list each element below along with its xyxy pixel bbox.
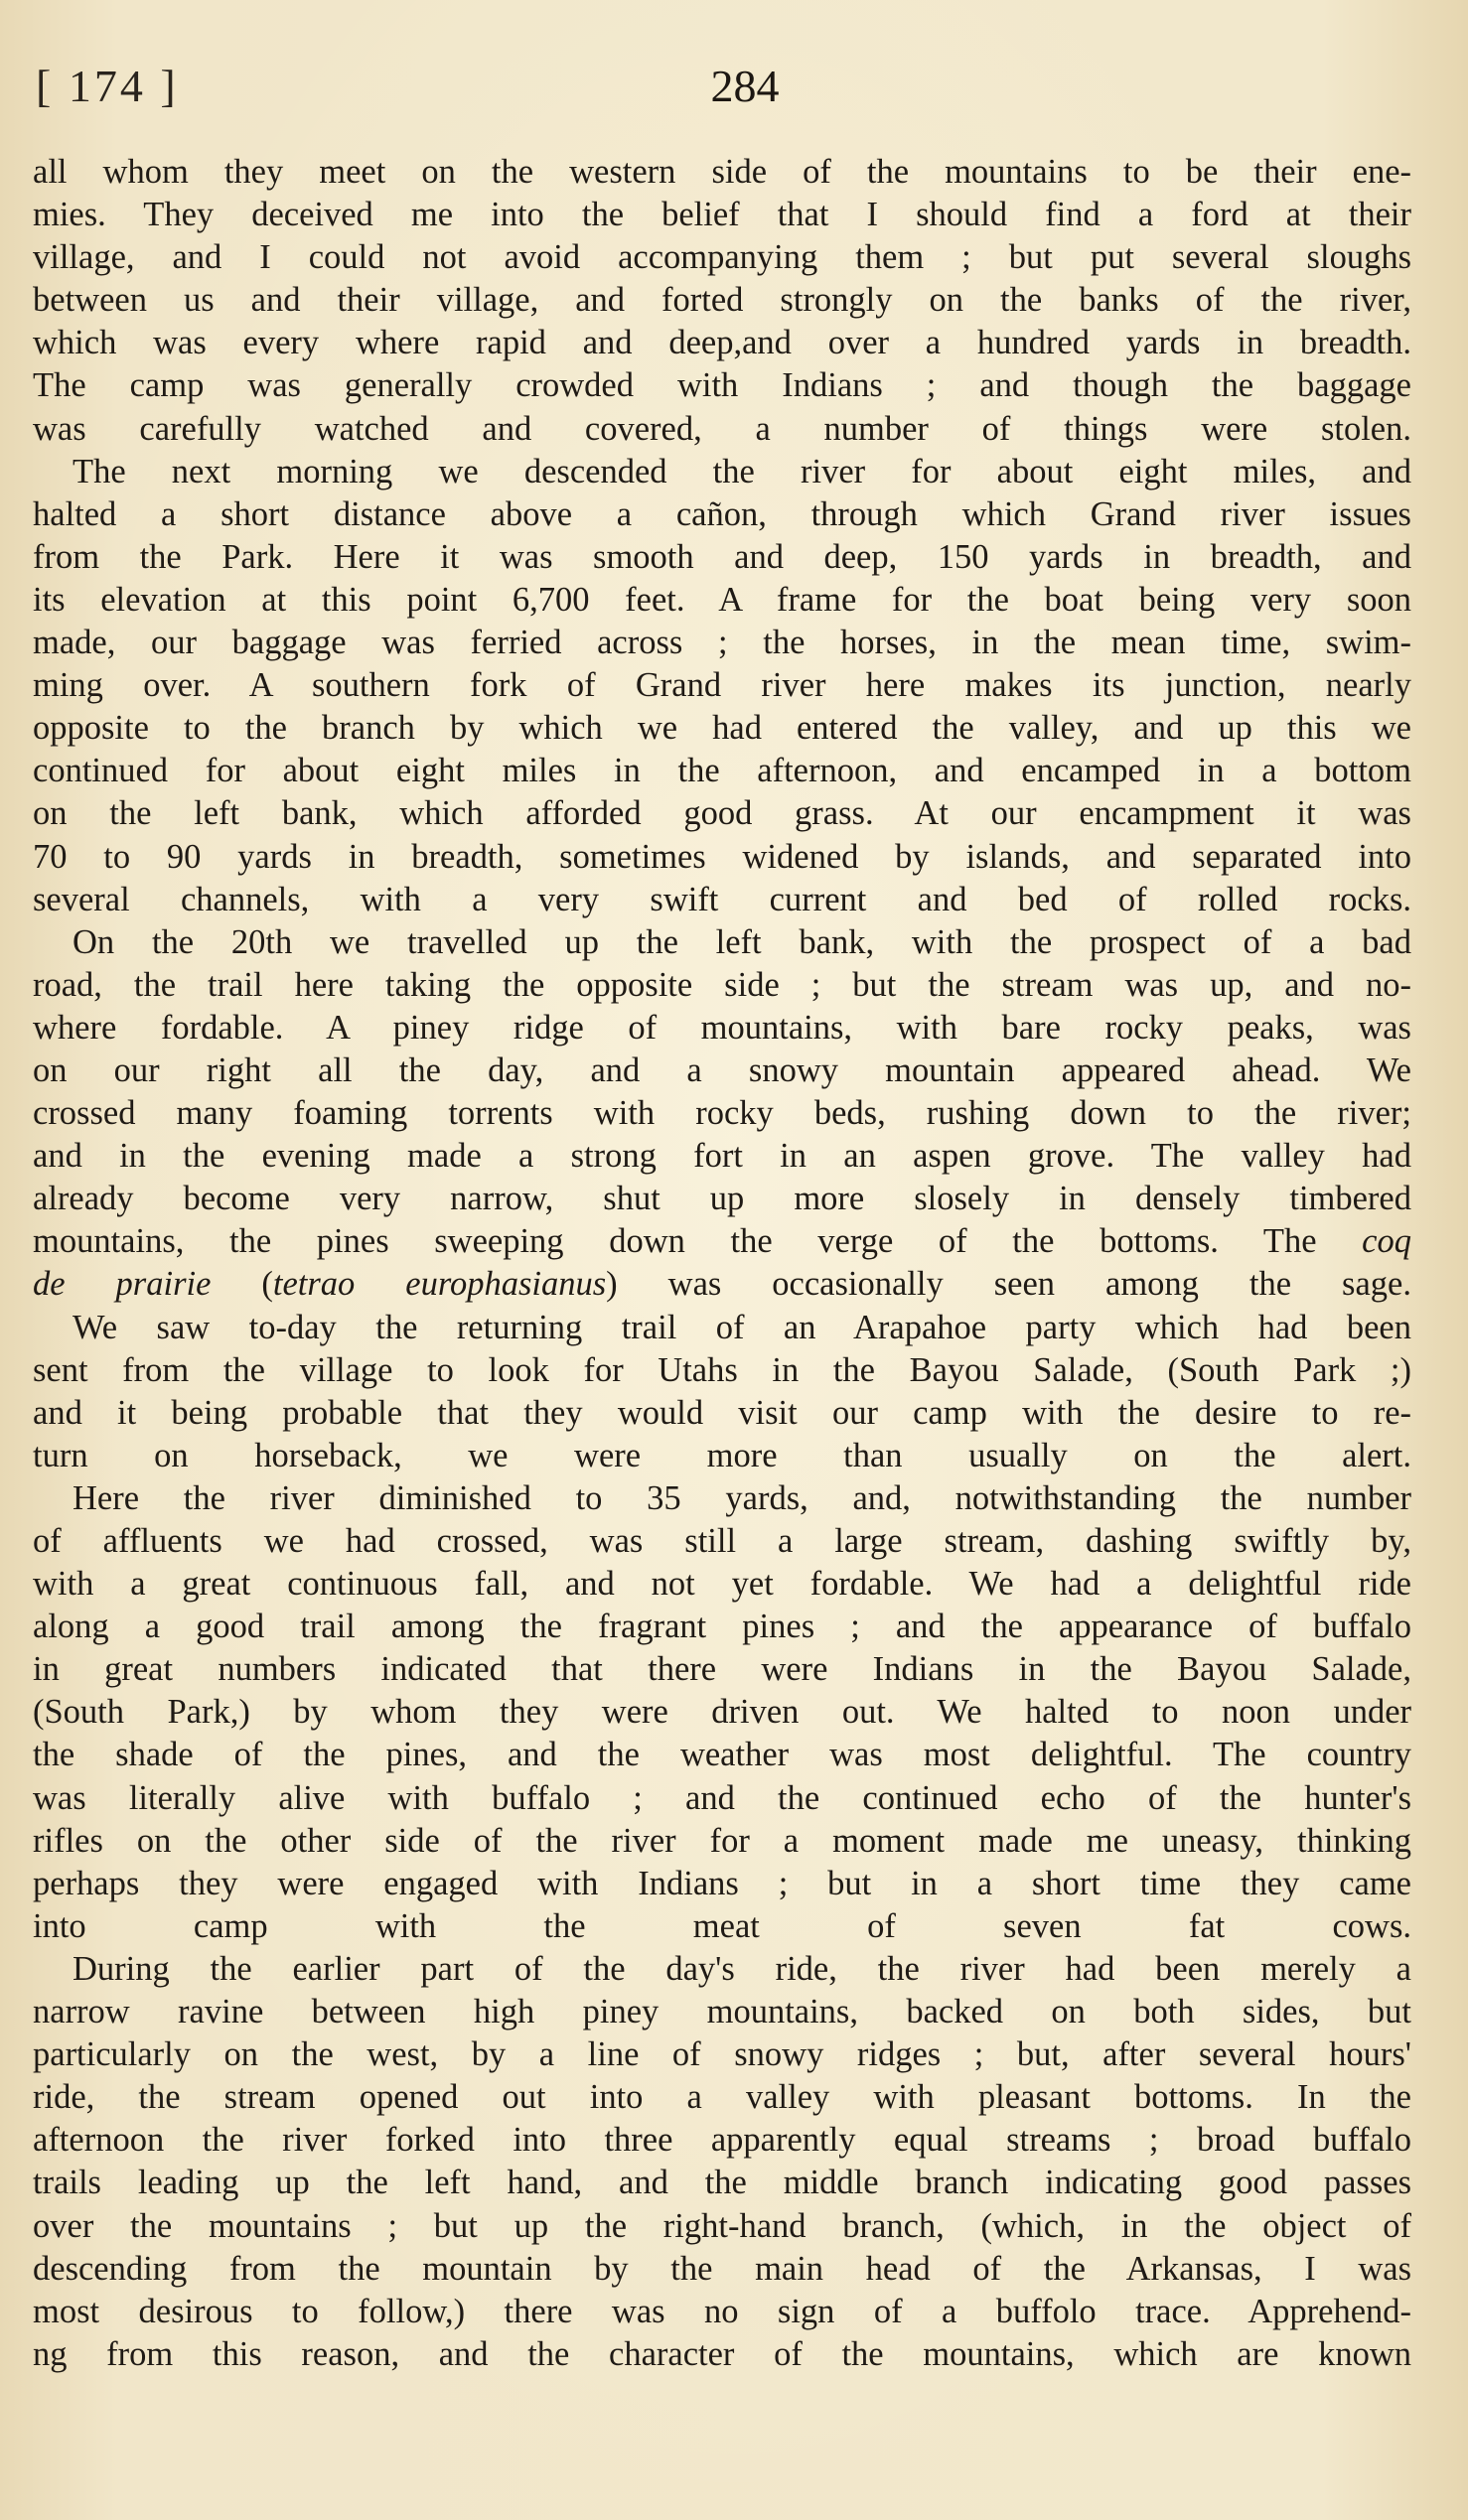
text-fragment: mies. They deceived me into the belief that I should find a ford at their [33, 196, 1411, 234]
text-line [33, 1263, 1411, 1306]
text-line [33, 536, 1411, 579]
text-fragment: road, the trail here taking the opposite side ; but the stream was up, and no- [33, 965, 1411, 1004]
text-line [33, 1991, 1411, 2033]
text-fragment: On the 20th we travelled up the left bank, with the prospect of a bad [73, 922, 1411, 961]
text-line [33, 2291, 1411, 2333]
text-line [33, 1691, 1411, 1734]
text-line [33, 279, 1411, 322]
body-text [33, 151, 1411, 2376]
text-line [33, 322, 1411, 364]
text-line [33, 921, 1411, 964]
text-fragment: between us and their village, and forted strongly on the banks of the river, [33, 281, 1411, 320]
text-block [33, 151, 1411, 2376]
text-line [33, 622, 1411, 664]
text-fragment: which was every where rapid and deep,and over a hundred yards in breadth. [33, 324, 1411, 362]
text-line [33, 1948, 1411, 1991]
text-fragment: trails leading up the left hand, and the middle branch indicating good passes [33, 2164, 1411, 2202]
text-fragment: along a good trail among the fragrant pines ; and the appearance of buffalo [33, 1608, 1411, 1646]
text-line [33, 1648, 1411, 1691]
text-line [33, 2076, 1411, 2119]
text-line [33, 1392, 1411, 1435]
text-line [33, 836, 1411, 879]
text-line [33, 2248, 1411, 2291]
text-fragment: Here the river diminished to 35 yards, and, notwithstanding the number [73, 1478, 1411, 1517]
text-fragment: During the earlier part of the day's ride, the river had been merely a [73, 1949, 1411, 1988]
text-line [33, 2333, 1411, 2376]
text-fragment: ng from this reason, and the character of the mountains, which are known [33, 2334, 1411, 2373]
text-line [33, 1820, 1411, 1863]
text-fragment: over the mountains ; but up the right-hand branch, (which, in the object of [33, 2206, 1411, 2245]
text-fragment: narrow ravine between high piney mountains, backed on both sides, but [33, 1993, 1411, 2031]
text-fragment: was literally alive with buffalo ; and the continued echo of the hunter's [33, 1778, 1411, 1817]
page-number: 284 [710, 61, 780, 111]
text-fragment: We saw to-day the returning trail of an Arapahoe party which had been [73, 1308, 1411, 1346]
text-fragment: ( [211, 1265, 273, 1304]
text-fragment: already become very narrow, shut up more slosely in densely timbered [33, 1180, 1411, 1218]
text-fragment: perhaps they were engaged with Indians ; but in a short time they came [33, 1864, 1411, 1902]
text-line [33, 1863, 1411, 1905]
text-fragment: on the left bank, which afforded good grass. At our encampment it was [33, 794, 1411, 833]
text-fragment: where fordable. A piney ridge of mountains, with bare rocky peaks, was [33, 1008, 1411, 1047]
text-line [33, 364, 1411, 407]
text-fragment: all whom they meet on the western side of the mountains to be their ene- [33, 153, 1411, 191]
text-line [33, 1520, 1411, 1563]
text-fragment: 70 to 90 yards in breadth, sometimes widened by islands, and separated into [33, 837, 1411, 876]
text-line [33, 1905, 1411, 1948]
text-fragment: ) was occasionally seen among the sage. [606, 1265, 1411, 1304]
text-fragment: halted a short distance above a cañon, through which Grand river issues [33, 494, 1411, 533]
text-line [33, 664, 1411, 707]
bracketed-page-number: [ 174 ] [36, 61, 179, 111]
text-line [33, 579, 1411, 622]
text-fragment: The camp was generally crowded with Indians ; and though the baggage [33, 366, 1411, 405]
text-line [33, 1007, 1411, 1050]
text-line [33, 1135, 1411, 1178]
text-fragment: village, and I could not avoid accompanying them ; but put several sloughs [33, 238, 1411, 277]
italic-text: tetrao europhasianus [272, 1265, 607, 1304]
text-fragment: opposite to the branch by which we had entered the valley, and up this we [33, 709, 1411, 748]
text-fragment: and it being probable that they would visit our camp with the desire to re- [33, 1393, 1411, 1432]
text-fragment: the shade of the pines, and the weather was most delightful. The country [33, 1736, 1411, 1774]
text-fragment: sent from the village to look for Utahs in the Bayou Salade, (South Park ;) [33, 1350, 1411, 1389]
text-line [33, 1606, 1411, 1648]
text-line [33, 1178, 1411, 1220]
text-fragment: turn on horseback, we were more than usually on the alert. [33, 1436, 1411, 1474]
text-fragment: descending from the mountain by the main head of the Arkansas, I was [33, 2249, 1411, 2288]
text-fragment: (South Park,) by whom they were driven out. We halted to noon under [33, 1693, 1411, 1732]
text-fragment: and in the evening made a strong fort in an aspen grove. The valley had [33, 1137, 1411, 1176]
text-line [33, 2162, 1411, 2204]
text-fragment: in great numbers indicated that there were Indians in the Bayou Salade, [33, 1650, 1411, 1689]
text-line [33, 1349, 1411, 1392]
text-line [33, 750, 1411, 792]
italic-text: de prairie [33, 1265, 212, 1304]
text-line [33, 2033, 1411, 2076]
text-line [33, 1477, 1411, 1520]
text-fragment: was carefully watched and covered, a number of things were stolen. [33, 409, 1411, 448]
text-line [33, 1220, 1411, 1263]
text-line [33, 493, 1411, 536]
text-fragment: of affluents we had crossed, was still a large stream, dashing swiftly by, [33, 1522, 1411, 1560]
text-fragment: on our right all the day, and a snowy mountain appeared ahead. We [33, 1050, 1411, 1089]
text-line [33, 964, 1411, 1007]
text-fragment: ride, the stream opened out into a valley with pleasant bottoms. In the [33, 2078, 1411, 2117]
text-line [33, 1307, 1411, 1349]
text-fragment: The next morning we descended the river for about eight miles, and [73, 452, 1411, 490]
text-line [33, 1563, 1411, 1606]
italic-text: coq [1362, 1222, 1411, 1261]
text-fragment: crossed many foaming torrents with rocky beds, rushing down to the river; [33, 1094, 1411, 1133]
text-fragment: into camp with the meat of seven fat cows. [33, 1906, 1411, 1945]
text-line [33, 1435, 1411, 1477]
text-fragment: continued for about eight miles in the afternoon, and encamped in a bottom [33, 752, 1411, 790]
text-line [33, 1734, 1411, 1776]
text-line [33, 151, 1411, 194]
text-fragment: afternoon the river forked into three apparently equal streams ; broad buffalo [33, 2121, 1411, 2160]
text-line [33, 1777, 1411, 1820]
text-line [33, 451, 1411, 493]
text-fragment: its elevation at this point 6,700 feet. A frame for the boat being very soon [33, 580, 1411, 619]
text-line [33, 1092, 1411, 1135]
page-header [30, 52, 1428, 121]
text-fragment: from the Park. Here it was smooth and deep, 150 yards in breadth, and [33, 537, 1411, 576]
text-fragment: with a great continuous fall, and not yet fordable. We had a delightful ride [33, 1565, 1411, 1604]
text-fragment: particularly on the west, by a line of snowy ridges ; but, after several hours' [33, 2035, 1411, 2074]
text-fragment: ming over. A southern fork of Grand river here makes its junction, nearly [33, 666, 1411, 705]
text-fragment: several channels, with a very swift current and bed of rolled rocks. [33, 880, 1411, 918]
text-line [33, 236, 1411, 279]
text-line [33, 1050, 1411, 1092]
text-fragment: most desirous to follow,) there was no sign of a buffolo trace. Apprehend- [33, 2292, 1411, 2330]
text-line [33, 2205, 1411, 2248]
text-line [33, 408, 1411, 451]
text-line [33, 792, 1411, 835]
text-line [33, 879, 1411, 921]
text-fragment: rifles on the other side of the river for a moment made me uneasy, thinking [33, 1821, 1411, 1860]
text-line [33, 2119, 1411, 2162]
text-fragment: mountains, the pines sweeping down the verge of the bottoms. The [33, 1222, 1363, 1261]
text-line [33, 194, 1411, 236]
text-fragment: made, our baggage was ferried across ; the horses, in the mean time, swim- [33, 624, 1411, 662]
text-line [33, 707, 1411, 750]
